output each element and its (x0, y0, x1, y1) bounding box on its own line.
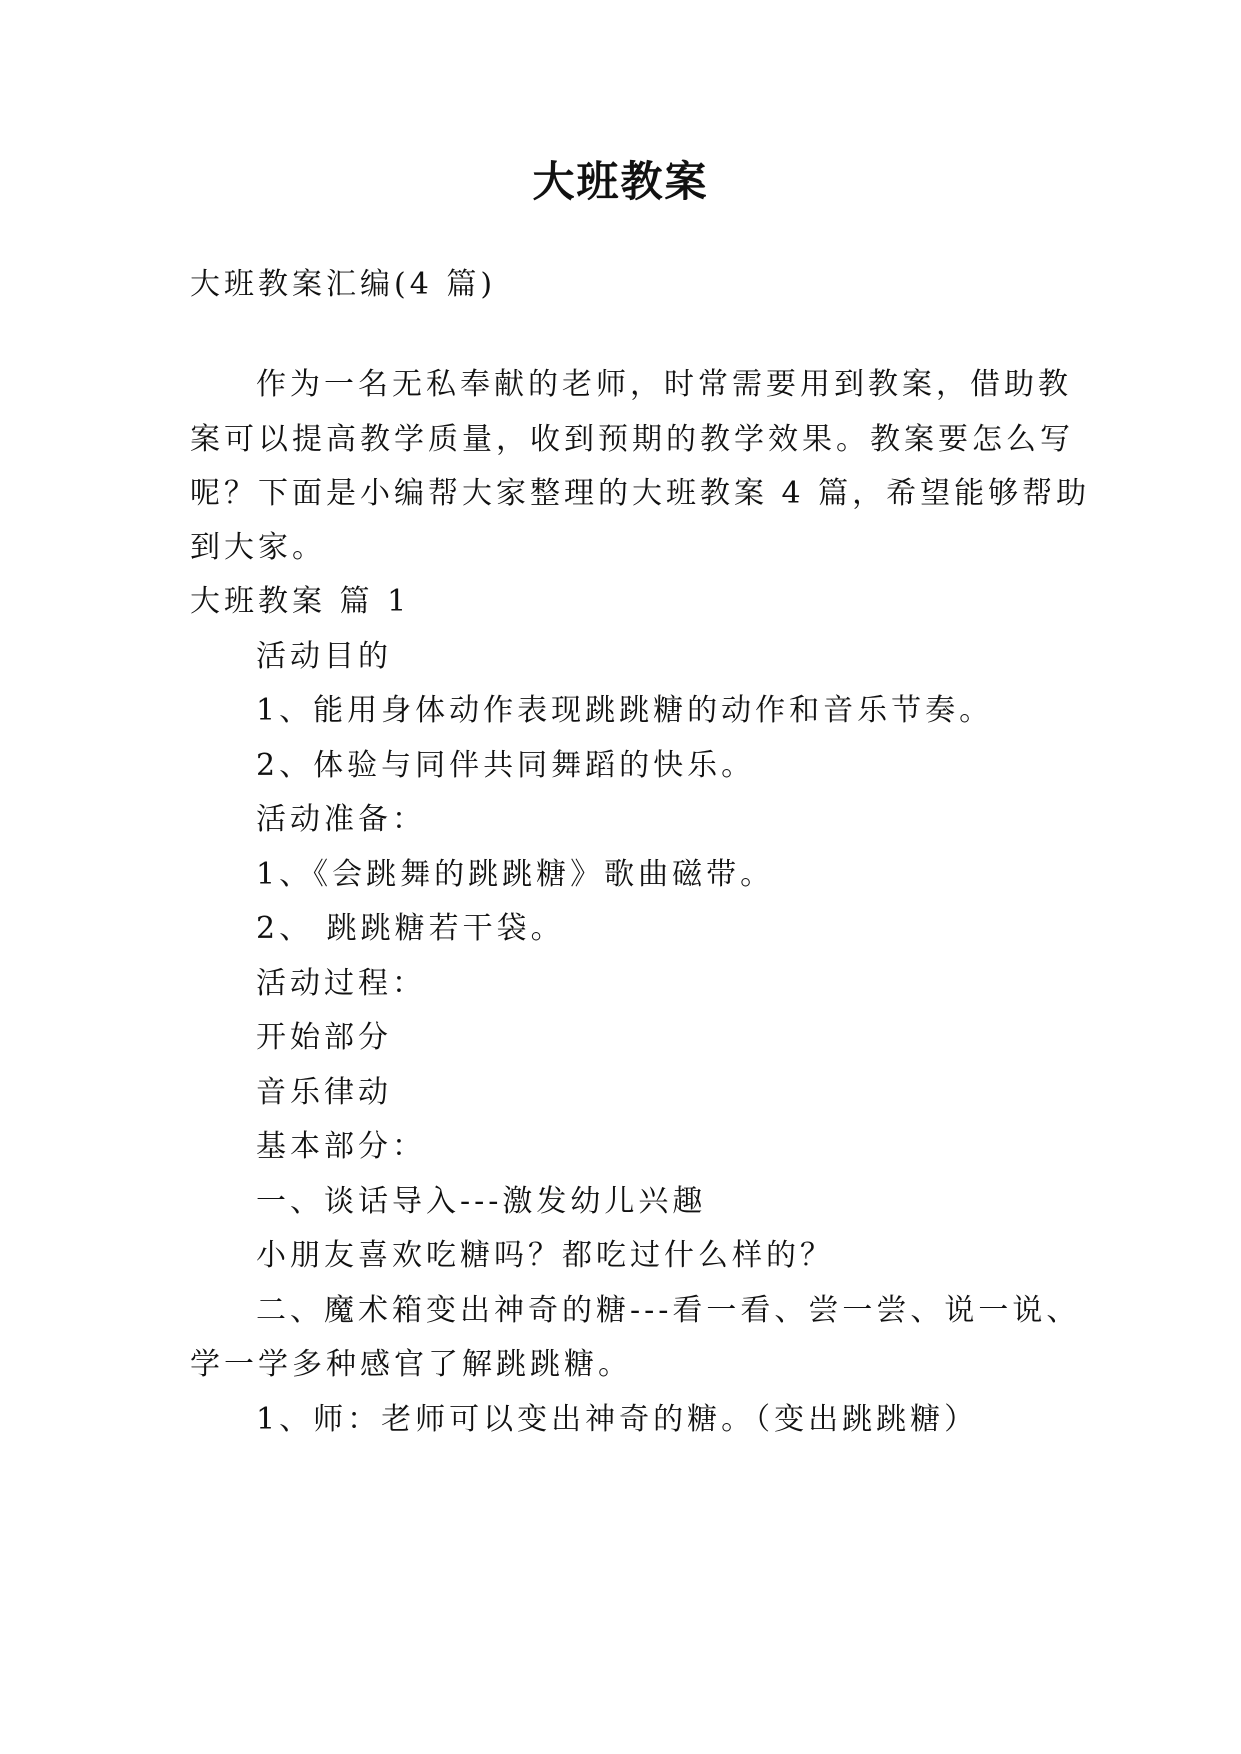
body-line-step-2-cont: 学一学多种感官了解跳跳糖。 (190, 1347, 632, 1382)
body-line-activity-goal: 活动目的 (256, 639, 392, 674)
section-heading: 大班教案 篇 1 (190, 584, 411, 619)
body-line-basic: 基本部分： (256, 1129, 426, 1164)
intro-line-3: 呢？下面是小编帮大家整理的大班教案 4 篇，希望能够帮助 (190, 476, 1091, 511)
document-subtitle: 大班教案汇编(4 篇) (190, 267, 497, 302)
intro-line-2: 案可以提高教学质量，收到预期的教学效果。教案要怎么写 (190, 422, 1074, 457)
body-line-process: 活动过程： (256, 966, 426, 1001)
body-line-teacher: 1、师：老师可以变出神奇的糖。（变出跳跳糖） (256, 1402, 979, 1437)
body-line-step-1: 一、谈话导入---激发幼儿兴趣 (256, 1184, 707, 1219)
intro-line-1: 作为一名无私奉献的老师，时常需要用到教案，借助教 (256, 367, 1072, 402)
document-title: 大班教案 (532, 157, 709, 206)
body-line-prep-1: 1、《会跳舞的跳跳糖》歌曲磁带。 (256, 857, 775, 892)
body-line-rhythm: 音乐律动 (256, 1075, 392, 1110)
body-line-goal-1: 1、能用身体动作表现跳跳糖的动作和音乐节奏。 (256, 693, 994, 728)
body-line-question: 小朋友喜欢吃糖吗？都吃过什么样的？ (256, 1238, 834, 1273)
intro-line-4: 到大家。 (190, 530, 326, 565)
body-line-start: 开始部分 (256, 1020, 392, 1055)
body-line-preparation: 活动准备： (256, 802, 426, 837)
body-line-goal-2: 2、体验与同伴共同舞蹈的快乐。 (256, 748, 756, 783)
body-line-prep-2: 2、 跳跳糖若干袋。 (256, 911, 565, 946)
body-line-step-2: 二、魔术箱变出神奇的糖---看一看、尝一尝、说一说、 (256, 1293, 1081, 1328)
